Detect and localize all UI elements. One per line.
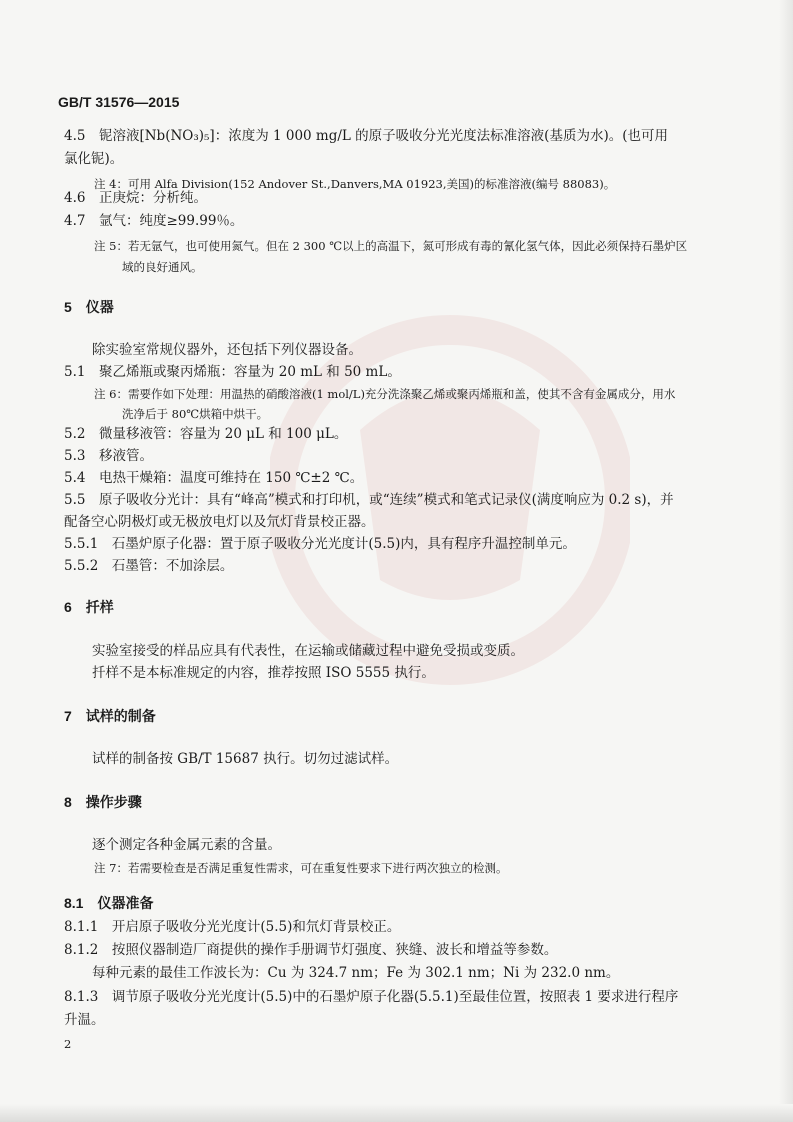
section-5-intro: 除实验室常规仪器外，还包括下列仪器设备。: [92, 342, 362, 358]
item-5-2: 5.2 微量移液管：容量为 20 μL 和 100 μL。: [64, 426, 348, 442]
section-5-heading: 5 仪器: [64, 299, 114, 315]
page-edge-right: [779, 0, 793, 1122]
item-8-1-1: 8.1.1 开启原子吸收分光光度计(5.5)和氘灯背景校正。: [64, 919, 401, 935]
page-edge-bottom: [0, 1104, 793, 1122]
item-4-5-line2: 氯化铌)。: [64, 151, 124, 167]
note-6-line1: 注 6：需要作如下处理：用温热的硝酸溶液(1 mol/L)充分洗涤聚乙烯或聚丙烯瓶和盖，使其不含有金属成分，用水: [94, 387, 676, 401]
item-5-5-line2: 配备空心阴极灯或无极放电灯以及氘灯背景校正器。: [64, 514, 375, 530]
item-8-1-3-line2: 升温。: [64, 1012, 105, 1028]
section-7-para: 试样的制备按 GB/T 15687 执行。切勿过滤试样。: [92, 751, 399, 767]
section-6-para1: 实验室接受的样品应具有代表性，在运输或储藏过程中避免受损或变质。: [92, 643, 524, 659]
item-4-7: 4.7 氩气：纯度≥99.99％。: [64, 213, 244, 229]
section-8-1-heading: 8.1 仪器准备: [64, 895, 154, 911]
page-number: 2: [64, 1037, 72, 1051]
document-code: GB/T 31576—2015: [58, 94, 180, 110]
item-4-6: 4.6 正庚烷：分析纯。: [64, 190, 207, 206]
section-6-heading: 6 扦样: [64, 599, 114, 615]
section-8-heading: 8 操作步骤: [64, 794, 142, 810]
note-7: 注 7：若需要检查是否满足重复性需求，可在重复性要求下进行两次独立的检测。: [94, 861, 508, 875]
note-4: 注 4：可用 Alfa Division(152 Andover St.,Danvers,MA 01923,美国)的标准溶液(编号 88083)。: [94, 177, 616, 191]
item-4-5-line1: 4.5 铌溶液[Nb(NO₃)₅]：浓度为 1 000 mg/L 的原子吸收分光光度法标准溶液(基质为水)。(也可用: [64, 128, 668, 144]
item-8-1-3-line1: 8.1.3 调节原子吸收分光光度计(5.5)中的石墨炉原子化器(5.5.1)至最佳位置，按照表 1 要求进行程序: [64, 989, 679, 1005]
section-6-para2: 扦样不是本标准规定的内容，推荐按照 ISO 5555 执行。: [92, 665, 435, 681]
item-8-1-2: 8.1.2 按照仪器制造厂商提供的操作手册调节灯强度、狭缝、波长和增益等参数。: [64, 942, 558, 958]
note-5-line1: 注 5：若无氩气，也可使用氮气。但在 2 300 ℃以上的高温下，氮可形成有毒的氰化氢气体，因此必须保持石墨炉区: [94, 239, 688, 253]
item-8-1-2-wavelengths: 每种元素的最佳工作波长为：Cu 为 324.7 nm；Fe 为 302.1 nm；Ni 为 232.0 nm。: [92, 965, 620, 981]
section-7-heading: 7 试样的制备: [64, 708, 156, 724]
item-5-4: 5.4 电热干燥箱：温度可维持在 150 ℃±2 ℃。: [64, 470, 364, 486]
section-8-para: 逐个测定各种金属元素的含量。: [92, 837, 281, 853]
item-5-5-1: 5.5.1 石墨炉原子化器：置于原子吸收分光光度计(5.5)内，具有程序升温控制单元。: [64, 536, 576, 552]
note-6-line2: 洗净后于 80℃烘箱中烘干。: [122, 407, 269, 421]
item-5-5-line1: 5.5 原子吸收分光计：具有“峰高”模式和打印机，或“连续”模式和笔式记录仪(满度响应为 0.2 s)，并: [64, 492, 674, 508]
item-5-5-2: 5.5.2 石墨管：不加涂层。: [64, 558, 234, 574]
note-5-line2: 域的良好通风。: [122, 260, 203, 274]
item-5-3: 5.3 移液管。: [64, 448, 153, 464]
item-5-1: 5.1 聚乙烯瓶或聚丙烯瓶：容量为 20 mL 和 50 mL。: [64, 364, 401, 380]
